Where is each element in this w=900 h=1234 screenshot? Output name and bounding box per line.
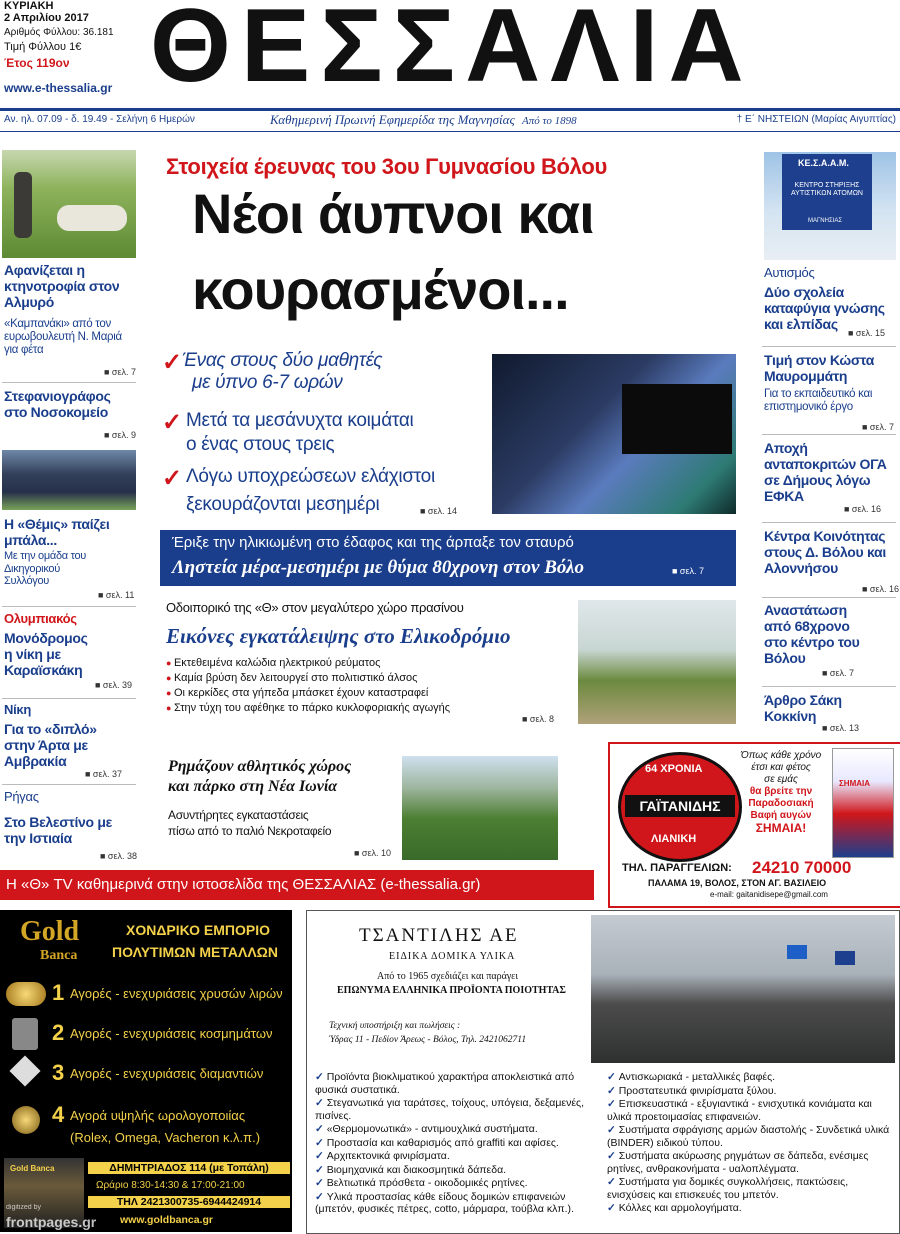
- left-story-1-page: ■ σελ. 7: [104, 367, 137, 377]
- tsantilis-support-1: Τεχνική υποστήριξη και πωλήσεις :: [329, 1021, 461, 1031]
- divider: [2, 606, 136, 607]
- copy-line: σε εμάς: [764, 774, 798, 785]
- robbery-page: ■ σελ. 7: [672, 566, 705, 576]
- left-story-5-title: Για το «διπλό» στην Άρτα με Αμβρακία: [4, 721, 97, 770]
- copy-line: Παραδοσιακή: [748, 798, 814, 809]
- left-story-6-kicker: Ρήγας: [4, 789, 39, 804]
- atm-icon: [12, 1018, 38, 1050]
- tsantilis-right-list: [607, 1071, 893, 1216]
- main-bullet-2a: Μετά τα μεσάνυχτα κοιμάται: [186, 410, 414, 431]
- robbery-line-1: Έριξε την ηλικιωμένη στο έδαφος και της άρπαξε τον σταυρό: [172, 534, 574, 551]
- tsantilis-item: ✓ Βελτιωτικά πρόσθετα - οικοδομικές ρητίνες.: [315, 1177, 597, 1190]
- main-page: ■ σελ. 14: [420, 506, 458, 516]
- right-story-2-page: ■ σελ. 7: [862, 422, 895, 432]
- divider: [2, 698, 136, 699]
- check-icon: ✓: [162, 465, 183, 492]
- tsantilis-line-2: ΕΠΩΝΥΜΑ ΕΛΛΗΝΙΚΑ ΠΡΟΪΟΝΤΑ ΠΟΙΟΤΗΤΑΣ: [337, 985, 566, 996]
- gold-item-4b: (Rolex, Omega, Vacheron κ.λ.π.): [70, 1130, 261, 1145]
- tsantilis-item: ✓ Προϊόντα βιοκλιματικού χαρακτήρα αποκλειστικά από φυσικά συστατικά.: [315, 1071, 597, 1096]
- park-kicker: Οδοιπορικό της «Θ» στον μεγαλύτερο χώρο πρασίνου: [166, 600, 464, 615]
- gold-item-1-num: 1: [52, 980, 65, 1005]
- packet-label: ΣΗΜΑΙΑ: [839, 779, 871, 788]
- tsantilis-line-1: Από το 1965 σχεδιάζει και παράγει: [377, 971, 519, 982]
- gold-item-4: Αγορά υψηλής ωρολογοποιίας: [70, 1108, 246, 1123]
- laptop-shape: [622, 384, 732, 454]
- ionia-text-1: Ασυντήρητες εγκαταστάσεις: [168, 808, 309, 822]
- left-story-3-page: ■ σελ. 11: [98, 590, 135, 600]
- gold-head-1: ΧΟΝΔΡΙΚΟ ΕΜΠΟΡΙΟ: [126, 922, 270, 938]
- main-headline-2: κουρασμένοι...: [192, 258, 569, 321]
- right-story-3-title: Αποχή ανταποκριτών ΟΓΑ σε Δήμους λόγω ΕΦΚΑ: [764, 440, 887, 505]
- frontpages-watermark: frontpages.gr: [6, 1214, 97, 1230]
- main-bullet-3a: Λόγω υποχρεώσεων ελάχιστοι: [186, 466, 435, 487]
- palm-photo: [578, 600, 736, 724]
- tsantilis-ad[interactable]: [306, 910, 900, 1234]
- main-bullet-3b: ξεκουράζονται μεσημέρι: [186, 494, 380, 515]
- gaitanidis-badge: [618, 752, 742, 862]
- ionia-page: ■ σελ. 10: [354, 848, 392, 858]
- gold-banca-ad[interactable]: [0, 910, 292, 1232]
- bar-astro: Αν. ηλ. 07.09 - δ. 19.49 - Σελήνη 6 Ημερών: [4, 114, 195, 125]
- check-icon: ✓: [162, 349, 183, 376]
- tsantilis-left-list: [315, 1071, 597, 1217]
- right-story-1-title: Δύο σχολεία καταφύγια γνώσης και ελπίδας: [764, 284, 885, 333]
- left-story-3-title: Η «Θέμις» παίζει μπάλα...: [4, 516, 110, 549]
- right-story-3-page: ■ σελ. 16: [844, 504, 882, 514]
- gold-web[interactable]: www.goldbanca.gr: [120, 1214, 213, 1226]
- flag-shape: [835, 951, 855, 965]
- tsantilis-sub: ΕΙΔΙΚΑ ΔΟΜΙΚΑ ΥΛΙΚΑ: [389, 951, 516, 962]
- left-story-6-page: ■ σελ. 38: [100, 851, 138, 861]
- diamond-icon: [9, 1055, 40, 1086]
- copy-line: ΣΗΜΑΙΑ!: [755, 821, 807, 835]
- right-story-1-page: ■ σελ. 15: [848, 328, 886, 338]
- main-bullet-1a: Ένας στους δύο μαθητές: [182, 350, 383, 371]
- tsantilis-item: ✓ Προστασία και καθαρισμός από graffiti και αφίσες.: [315, 1137, 597, 1150]
- ionia-title-2: και πάρκο στη Νέα Ιωνία: [168, 778, 338, 795]
- kesaam-sign: [782, 154, 872, 230]
- masthead: [0, 0, 900, 108]
- divider: [762, 597, 896, 598]
- tsantilis-item: ✓ «Θερμομονωτικά» - αντιμουχλικά συστήματα.: [315, 1123, 597, 1136]
- tsantilis-item: ✓ Προστατευτικά φινιρίσματα ξύλου.: [607, 1085, 893, 1098]
- dye-packet: [832, 748, 894, 858]
- divider: [762, 434, 896, 435]
- gaitanidis-tel-label: ΤΗΛ. ΠΑΡΑΓΓΕΛΙΩΝ:: [622, 862, 732, 874]
- kesaam-sign-title: ΚΕ.Σ.Α.Α.Μ.: [798, 158, 849, 168]
- flag-shape: [787, 945, 807, 959]
- left-story-2-page: ■ σελ. 9: [104, 430, 137, 440]
- ionia-text-2: πίσω από το παλιό Νεκροταφείο: [168, 824, 332, 838]
- right-story-4-title: Κέντρα Κοινότητας στους Δ. Βόλου και Αλοννήσου: [764, 528, 886, 577]
- main-bullet-1b: με ύπνο 6-7 ωρών: [192, 372, 343, 393]
- masthead-title: ΘΕΣΣΑΛΙΑ: [150, 0, 754, 104]
- shepherd-shape: [14, 172, 32, 238]
- badge-bottom: ΛΙΑΝΙΚΗ: [651, 833, 697, 845]
- watch-icon: [12, 1106, 40, 1134]
- left-story-5-page: ■ σελ. 37: [85, 769, 123, 779]
- gaitanidis-address: ΠΑΛΑΜΑ 19, ΒΟΛΟΣ, ΣΤΟΝ ΑΓ. ΒΑΣΙΛΕΙΟ: [648, 878, 827, 888]
- coin-icon: [6, 982, 46, 1006]
- kesaam-sign-text: ΚΕΝΤΡΟ ΣΤΗΡΙΞΗΣ ΑΥΤΙΣΤΙΚΩΝ ΑΤΟΜΩΝ: [791, 182, 863, 198]
- masthead-year: Έτος 119ον: [4, 56, 70, 70]
- left-story-3-text: Με την ομάδα του Δικηγορικού Συλλόγου: [4, 550, 87, 588]
- tsantilis-item: ✓ Βιομηχανικά και διακοσμητικά δάπεδα.: [315, 1164, 597, 1177]
- main-headline-1: Νέοι άυπνοι και: [192, 182, 594, 245]
- right-story-6-title: Άρθρο Σάκη Κοκκίνη: [764, 692, 842, 725]
- copy-line: Βαφή αυγών: [750, 810, 812, 821]
- gaitanidis-email[interactable]: e-mail: gaitanidisepe@gmail.com: [710, 890, 828, 899]
- factory-photo: [591, 915, 895, 1063]
- tsantilis-item: ✓ Συστήματα για δομικές συγκολλήσεις, πακτώσεις, ενισχύσεις και επισκευές του μπετόν.: [607, 1176, 893, 1201]
- masthead-site[interactable]: www.e-thessalia.gr: [4, 81, 113, 95]
- gaitanidis-ad[interactable]: [608, 742, 900, 908]
- right-story-5-title: Αναστάτωση από 68χρονο στο κέντρο του Βόλου: [764, 602, 860, 667]
- ionia-title-1: Ρημάζουν αθλητικός χώρος: [168, 758, 352, 775]
- left-story-1-title: Αφανίζεται η κτηνοτροφία στον Αλμυρό: [4, 262, 120, 311]
- kesaam-photo: [764, 152, 896, 260]
- right-story-2-title: Τιμή στον Κώστα Μαυρομμάτη: [764, 352, 875, 385]
- park-list: [166, 656, 576, 716]
- park-item: ● Εκτεθειμένα καλώδια ηλεκτρικού ρεύματος: [166, 656, 576, 671]
- gold-item-1: Αγορές - ενεχυριάσεις χρυσών λιρών: [70, 986, 283, 1001]
- sleeping-boy-photo: [492, 354, 736, 514]
- bar-tagline: [270, 112, 577, 128]
- tv-banner-text: Η «Θ» TV καθημερινά στην ιστοσελίδα της ΘΕΣΣΑΛΙΑΣ (e-thessalia.gr): [6, 876, 481, 893]
- badge-top: 64 ΧΡΟΝΙΑ: [645, 763, 703, 775]
- team-photo: [2, 450, 136, 510]
- divider: [762, 686, 896, 687]
- copy-line: θα βρείτε την: [749, 786, 813, 797]
- masthead-price: Τιμή Φύλλου 1€: [4, 41, 82, 53]
- divider: [2, 382, 136, 383]
- divider: [2, 784, 136, 785]
- gold-item-2: Αγορές - ενεχυριάσεις κοσμημάτων: [70, 1026, 273, 1041]
- sheep-photo: [2, 150, 136, 258]
- robbery-banner: [160, 530, 736, 586]
- park-item: ● Καμία βρύση δεν λειτουργεί στο πολιτιστικό άλσος: [166, 671, 576, 686]
- tsantilis-support-2: Ύδρας 11 - Πεδίον Άρεως - Βόλος, Τηλ. 2421062711: [329, 1035, 527, 1045]
- right-column: [758, 150, 900, 750]
- gold-item-4-num: 4: [52, 1102, 65, 1127]
- bar-since: Από το 1898: [522, 115, 577, 127]
- left-story-4-page: ■ σελ. 39: [95, 680, 133, 690]
- check-icon: ✓: [162, 409, 183, 436]
- right-story-4-page: ■ σελ. 16: [862, 584, 900, 594]
- park-item: ● Στην τύχη του αφέθηκε το πάρκο κυκλοφοριακής αγωγής: [166, 701, 576, 716]
- divider: [762, 346, 896, 347]
- gold-item-3: Αγορές - ενεχυριάσεις διαμαντιών: [70, 1066, 264, 1081]
- masthead-bar: [0, 108, 900, 132]
- bar-tagline-text: Καθημερινή Πρωινή Εφημερίδα της Μαγνησίας: [270, 112, 515, 127]
- tv-banner[interactable]: [0, 870, 594, 900]
- park-title: Εικόνες εγκατάλειψης στο Ελικοδρόμιο: [166, 624, 511, 648]
- ionia-story: [160, 748, 600, 864]
- park-story: [160, 598, 740, 734]
- digitized-by: digitized by: [6, 1204, 42, 1211]
- sheep-shape: [57, 205, 127, 231]
- right-story-5-page: ■ σελ. 7: [822, 668, 855, 678]
- right-story-2-text: Για το εκπαιδευτικό και επιστημονικό έργο: [764, 388, 873, 414]
- tsantilis-name: ΤΣΑΝΤΙΛΗΣ ΑΕ: [359, 925, 519, 946]
- left-story-2-title: Στεφανιογράφος στο Νοσοκομείο: [4, 388, 111, 421]
- main-bullet-2b: ο ένας στους τρεις: [186, 434, 335, 455]
- kesaam-sign-region: ΜΑΓΝΗΣΙΑΣ: [808, 218, 843, 224]
- tsantilis-item: ✓ Συστήματα ακύρωσης ρηγμάτων σε δάπεδα, ενέσιμες ρητίνες, ανθρακονήματα - υαλοπλέγματα.: [607, 1150, 893, 1175]
- left-story-4-title: Μονόδρομος η νίκη με Καραϊσκάκη: [4, 630, 88, 679]
- copy-line: έτσι και φέτος: [751, 762, 811, 773]
- copy-line: Όπως κάθε χρόνο: [740, 750, 822, 761]
- gold-item-3-num: 3: [52, 1060, 65, 1085]
- gold-hours: Ωράριο 8:30-14:30 & 17:00-21:00: [96, 1180, 245, 1191]
- tsantilis-item: ✓ Υλικά προστασίας κάθε είδους δομικών επιφανειών (μπετόν, φυσικές πέτρες, cotto, μάρμαρα, τούβλα κλπ.).: [315, 1191, 597, 1216]
- gold-logo-1: Gold: [20, 916, 80, 947]
- tsantilis-item: ✓ Αντισκωριακά - μεταλλικές βαφές.: [607, 1071, 893, 1084]
- main-kicker: Στοιχεία έρευνας του 3ου Γυμνασίου Βόλου: [166, 154, 607, 179]
- left-story-1-text: «Καμπανάκι» από τον ευρωβουλευτή Ν. Μαριά για φέτα: [4, 318, 122, 357]
- left-story-4-kicker: Ολυμπιακός: [4, 611, 77, 626]
- robbery-line-2: Ληστεία μέρα-μεσημέρι με θύμα 80χρονη στον Βόλο: [172, 557, 584, 578]
- tsantilis-item: ✓ Κόλλες και αρμολογήματα.: [607, 1202, 893, 1215]
- left-story-6-title: Στο Βελεστίνο με την Ιστιαία: [4, 814, 112, 847]
- divider: [762, 522, 896, 523]
- masthead-day: ΚΥΡΙΑΚΗ: [4, 0, 54, 12]
- bar-saint: † Ε΄ ΝΗΣΤΕΙΩΝ (Μαρίας Αιγυπτίας): [736, 114, 896, 125]
- tsantilis-item: ✓ Επισκευαστικά - εξυγιαντικά - ενισχυτικά κονιάματα και υλικά προετοιμασίας επιφανειών.: [607, 1098, 893, 1123]
- ionia-photo: [402, 756, 558, 860]
- badge-name: ΓΑΪΤΑΝΙΔΗΣ: [625, 795, 735, 817]
- gold-address: ΔΗΜΗΤΡΙΑΔΟΣ 114 (με Τοπάλη): [88, 1162, 290, 1174]
- gold-head-2: ΠΟΛΥΤΙΜΩΝ ΜΕΤΑΛΛΩΝ: [112, 944, 278, 960]
- left-column: [0, 150, 140, 870]
- gaitanidis-copy: [738, 750, 824, 834]
- right-story-1-kicker: Αυτισμός: [764, 265, 815, 280]
- park-item: ● Οι κερκίδες στα γήπεδα μπάσκετ έχουν καταστραφεί: [166, 686, 576, 701]
- tsantilis-item: ✓ Αρχιτεκτονικά φινιρίσματα.: [315, 1150, 597, 1163]
- store-sign: Gold Banca: [10, 1164, 55, 1173]
- masthead-date: 2 Απριλίου 2017: [4, 12, 89, 24]
- gaitanidis-tel: 24210 70000: [752, 858, 852, 877]
- gold-logo-2: Banca: [40, 948, 78, 963]
- masthead-issue: Αριθμός Φύλλου: 36.181: [4, 27, 114, 38]
- tsantilis-item: ✓ Στεγανωτικά για ταράτσες, τοίχους, υπόγεια, δεξαμενές, πισίνες.: [315, 1097, 597, 1122]
- right-story-6-page: ■ σελ. 13: [822, 723, 860, 733]
- park-page: ■ σελ. 8: [522, 714, 555, 724]
- left-story-5-kicker: Νίκη: [4, 702, 31, 717]
- tsantilis-item: ✓ Συστήματα σφράγισης αρμών διαστολής - Συνδετικά υλικά (BINDER) ειδικού τύπου.: [607, 1124, 893, 1149]
- gold-tel: ΤΗΛ 2421300735-6944424914: [88, 1196, 290, 1208]
- gold-item-2-num: 2: [52, 1020, 65, 1045]
- main-story: [152, 150, 742, 526]
